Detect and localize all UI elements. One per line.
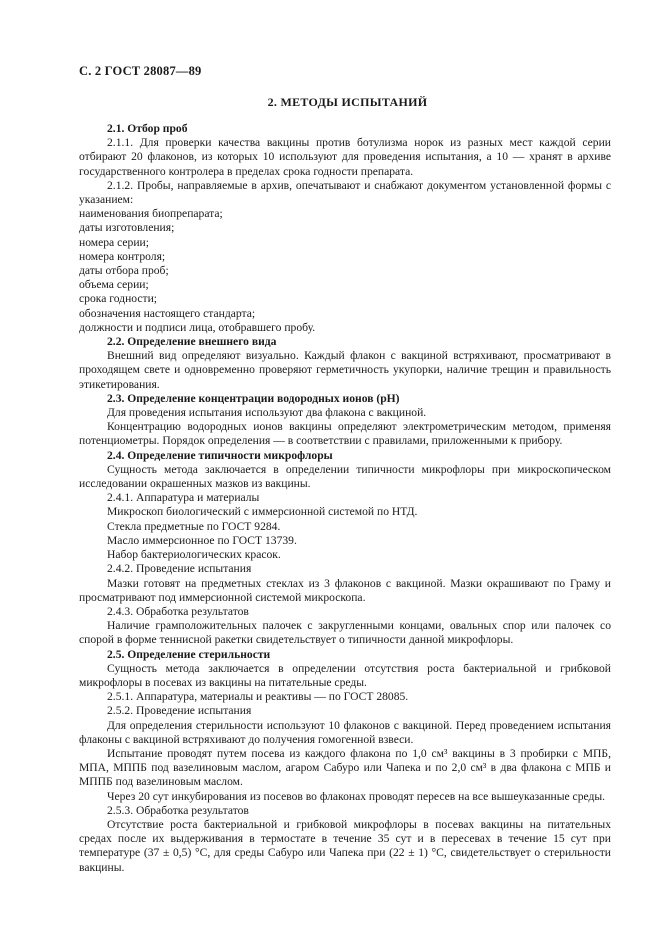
para: 2.5. Определение стерильности xyxy=(107,647,271,661)
list-item: срока годности; xyxy=(79,292,157,306)
para: Для проведения испытания используют два флакона с вакциной. xyxy=(107,406,427,420)
para: Внешний вид определяют визуально. Каждый флакон с вакциной встряхивают, просматривают в проходящем свете и одновременно проверяют герметичность укупорки, наличие трещин и правильность этикетирования. xyxy=(79,349,611,391)
list-item: наименования биопрепарата; xyxy=(79,207,223,221)
list-item: объема серии; xyxy=(79,278,149,292)
para: 2.5.3. Обработка результатов xyxy=(107,803,249,817)
para: Сущность метода заключается в определении отсутствия роста бактериальной и грибковой микрофлоры в посевах из вакцины на питательные среды. xyxy=(79,661,611,689)
para: 2.4.2. Проведение испытания xyxy=(107,562,252,576)
para: Концентрацию водородных ионов вакцины определяют электрометрическим методом, применяя потенциометры. Порядок определения — в соответствии с правилами, приложенными к прибору. xyxy=(79,420,611,448)
list-item: даты отбора проб; xyxy=(79,264,169,278)
para: Для определения стерильности используют 10 флаконов с вакциной. Перед проведением испытания флаконы с вакциной встряхивают до получения гомогенной взвеси. xyxy=(79,718,611,746)
para: Сущность метода заключается в определении типичности микрофлоры при микроскопическом исследовании окрашенных мазков из вакцины. xyxy=(79,462,611,491)
para: 2.5.1. Аппаратура, материалы и реактивы — по ГОСТ 28085. xyxy=(107,690,409,704)
para: 2.1.1. Для проверки качества вакцины против ботулизма норок из разных мест каждой серии отбирают 20 флаконов, из которых 10 используют для проведения испытания, а 10 — хранят в архиве государственного контролера в пределах срока годности препарата. xyxy=(79,136,611,178)
page-header: С. 2 ГОСТ 28087—89 xyxy=(79,64,202,78)
para: Мазки готовят на предметных стеклах из 3 флаконов с вакциной. Мазки окрашивают по Граму и просматривают под иммерсионной системой микроскопа. xyxy=(79,576,611,604)
para: Испытание проводят путем посева из каждого флакона по 1,0 см³ вакцины в 3 пробирки с МПБ, МПА, МППБ под вазелиновым маслом, агаром Сабуро или Чапека и по 2,0 см³ в два флакона с МПБ и МППБ под вазелиновым маслом. xyxy=(79,746,611,789)
para: 2.3. Определение концентрации водородных ионов (рН) xyxy=(107,391,400,405)
para: 2.1. Отбор проб xyxy=(107,122,188,135)
list-item: номера контроля; xyxy=(79,249,166,263)
para: 2.4.1. Аппаратура и материалы xyxy=(107,491,260,505)
para: Набор бактериологических красок. xyxy=(107,548,281,562)
para: Наличие грамположительных палочек с закругленными концами, овальных спор или палочек со спорой в форме теннисной ракетки свидетельствует о типичности данной микрофлоры. xyxy=(79,619,611,647)
para: 2.5.2. Проведение испытания xyxy=(107,704,252,718)
para: 2.4. Определение типичности микрофлоры xyxy=(107,448,333,462)
para: 2.4.3. Обработка результатов xyxy=(107,604,249,618)
para: 2.1.2. Пробы, направляемые в архив, опечатывают и снабжают документом установленной формы с указанием: xyxy=(79,178,611,207)
list-item: должности и подписи лица, отобравшего пробу. xyxy=(79,320,316,334)
list-item: обозначения настоящего стандарта; xyxy=(79,306,256,320)
list-item: номера серии; xyxy=(79,235,149,249)
para: Масло иммерсионное по ГОСТ 13739. xyxy=(107,533,297,547)
para: Стекла предметные по ГОСТ 9284. xyxy=(107,519,281,533)
para: Микроскоп биологический с иммерсионной системой по НТД. xyxy=(107,505,418,519)
para: 2.2. Определение внешнего вида xyxy=(107,335,277,349)
para: Отсутствие роста бактериальной и грибковой микрофлоры в посевах вакцины на питательных средах после их выдерживания в термостате в течение 35 сут и в пересевах в течение 15 сут при температуре (37 ± 0,5) °С, для среды Сабуро или Чапека при (22 ± 1) °С, свидетельствует о стерильности вакцины. xyxy=(79,817,611,874)
document-body xyxy=(79,122,611,875)
para: Через 20 сут инкубирования из посевов во флаконах проводят пересев на все вышеуказанные среды. xyxy=(107,789,606,803)
section-title: 2. МЕТОДЫ ИСПЫТАНИЙ xyxy=(267,95,428,109)
list-item: даты изготовления; xyxy=(79,221,175,235)
